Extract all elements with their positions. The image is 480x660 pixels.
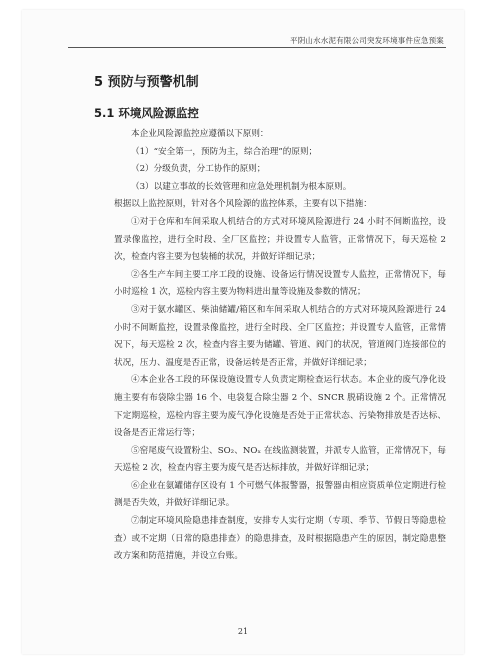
- measure-item: ⑤窑尾废气设置粉尘、SO₂、NOₓ 在线监测装置，并派专人监管，正常情况下，每天巡检 2 次，检查内容主要为废气是否达标排放，并做好详细记录；: [114, 445, 446, 474]
- subsection-title: 5.1 环境风险源监控: [94, 106, 199, 120]
- principle-item: （2）分级负责，分工协作的原则；: [131, 164, 266, 175]
- header-divider: [68, 47, 446, 48]
- measure-item: ⑦制定环境风险隐患排查制度，安排专人实行定期（专项、季节、节假日等隐患检查）或不定期（日常的隐患排查）的隐患排查，及时根据隐患产生的原因，制定隐患整改方案和防范措施，并设立台账。: [114, 516, 446, 562]
- paragraph-measures-intro: 根据以上监控原则，针对各个风险源的监控体系，主要有以下措施：: [114, 199, 372, 210]
- measure-item: ③对于氨水罐区、柴油储罐/箱区和车间采取人机结合的方式对环境风险源进行 24 小时不间断监控，设置录像监控，进行全时段、全厂区监控；并设置专人监管，正常情况下，每天巡检 2 次，检查内容主要为储罐、管道、阀门的状况，管道阀门连接部位的状况，压力、温度是否正常，设备运转是否正常，并做好详细记录；: [114, 304, 446, 368]
- section-title: 5 预防与预警机制: [94, 75, 199, 90]
- body-text: [114, 126, 446, 566]
- measure-item: ①对于仓库和车间采取人机结合的方式对环境风险源进行 24 小时不间断监控，设置录像监控，进行全时段、全厂区监控；并设置专人监管，正常情况下，每天巡检 2 次，检查内容主要为包装桶的状况，并做好详细记录；: [114, 216, 446, 263]
- running-header: 平阴山水水泥有限公司突发环境事件应急预案: [290, 36, 444, 45]
- paragraph-intro: 本企业风险源监控应遵循以下原则：: [131, 129, 269, 139]
- document-page: [22, 10, 464, 654]
- measure-item: ⑥企业在氨罐储存区设有 1 个可燃气体报警器，报警器由相应资质单位定期进行检测是否失效，并做好详细记录。: [114, 480, 446, 509]
- measure-item: ②各生产车间主要工序工段的设施、设备运行情况设置专人监控，正常情况下，每小时巡检 1 次，巡检内容主要为物料进出量等设施及参数的情况；: [114, 269, 446, 298]
- measure-item: ④本企业各工段的环保设施设置专人负责定期检查运行状态。本企业的废气净化设施主要有布袋除尘器 16 个、电袋复合除尘器 2 个、SNCR 脱硝设施 2 个。正常情况下定期巡检，巡检内容主要为废气净化设施是否处于正常状态、污染物排放是否达标、设备是否正常运行等；: [114, 375, 446, 439]
- principle-item: （3）以建立事故的长效管理和应急处理机制为根本原则。: [131, 181, 352, 192]
- page-number: 21: [237, 627, 249, 636]
- principle-item: （1）“安全第一，预防为主，综合治理”的原则；: [131, 146, 318, 157]
